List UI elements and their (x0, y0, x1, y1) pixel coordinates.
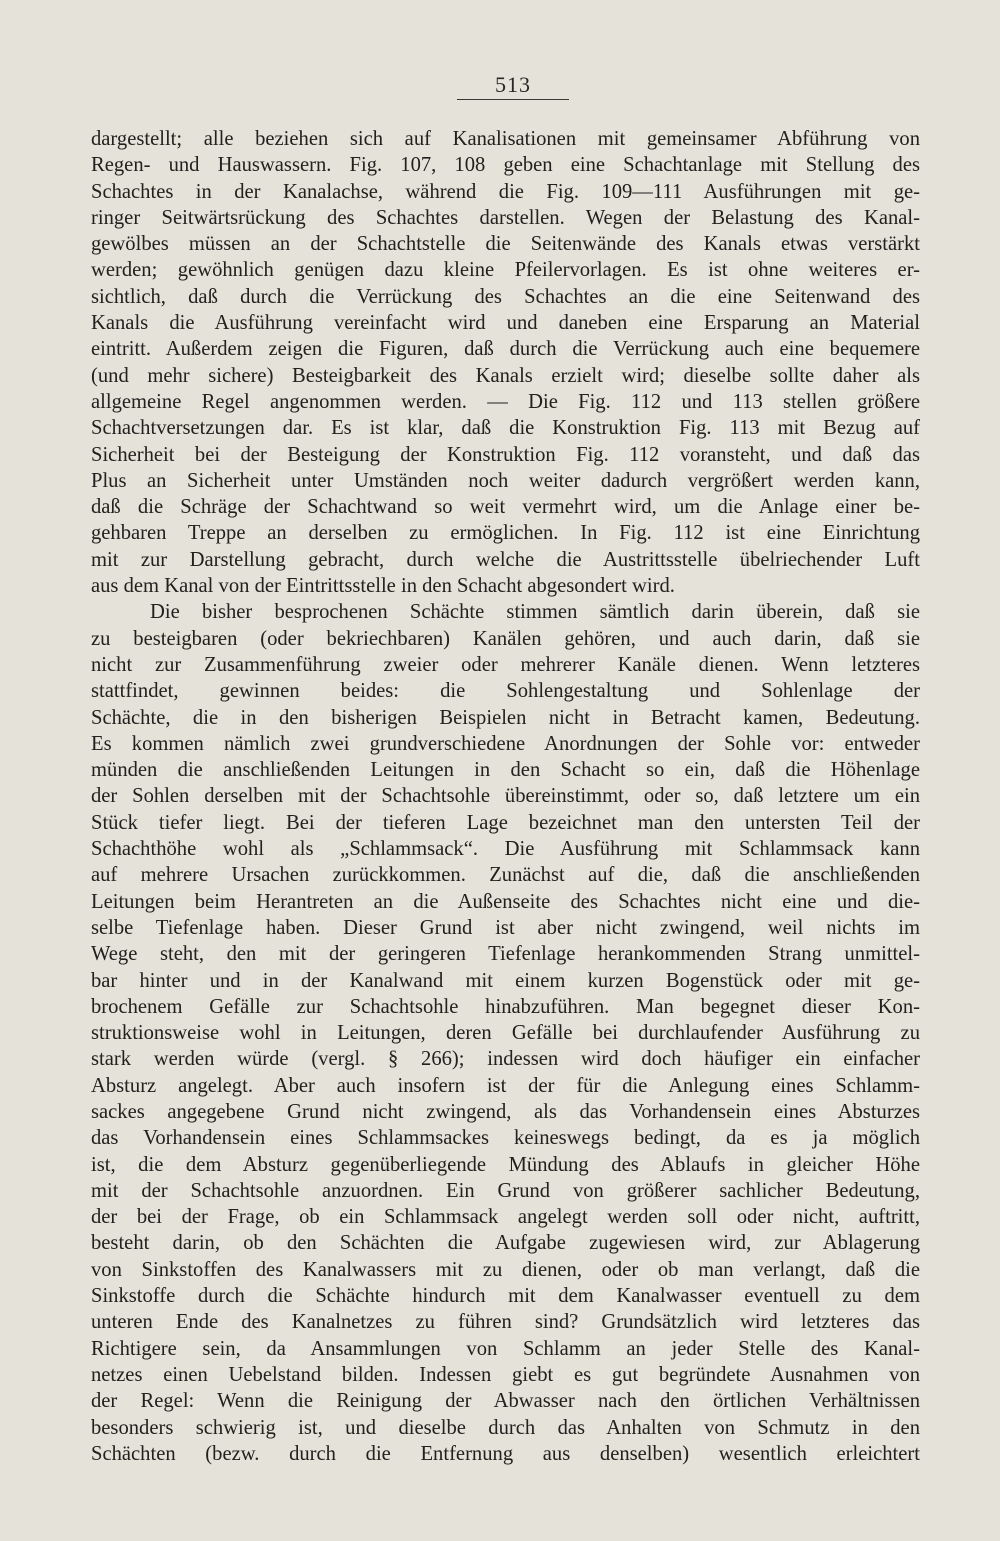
text-line: Schachthöhe wohl als „Schlammsack“. Die Ausführung mit Schlammsack kann (91, 838, 920, 861)
text-line: Schächte, die in den bisherigen Beispielen nicht in Betracht kamen, Bedeutung. (91, 706, 920, 729)
text-line: Richtigere sein, da Ansammlungen von Schlamm an jeder Stelle des Kanal- (91, 1337, 920, 1360)
text-line: sichtlich, daß durch die Verrückung des Schachtes an die eine Seitenwand des (91, 285, 920, 308)
text-line: Schachtes in der Kanalachse, während die Fig. 109—111 Ausführungen mit ge- (91, 180, 920, 203)
text-line: Es kommen nämlich zwei grundverschiedene Anordnungen der Sohle vor: entweder (91, 732, 920, 755)
text-line: Stück tiefer liegt. Bei der tieferen Lage bezeichnet man den untersten Teil der (91, 811, 920, 834)
text-line: zu besteigbaren (oder bekriechbaren) Kanälen gehören, und auch darin, daß sie (91, 627, 920, 650)
text-line: der Regel: Wenn die Reinigung der Abwasser nach den örtlichen Verhältnissen (91, 1390, 920, 1413)
text-line: Wege steht, den mit der geringeren Tiefenlage herankommenden Strang unmittel- (91, 943, 920, 966)
text-line: ist, die dem Absturz gegenüberliegende Mündung des Ablaufs in gleicher Höhe (91, 1153, 920, 1176)
text-line: stark werden würde (vergl. § 266); indessen wird doch häufiger ein einfacher (91, 1048, 920, 1071)
text-line: eintritt. Außerdem zeigen die Figuren, daß durch die Verrückung auch eine bequemere (91, 338, 920, 361)
text-line: Absturz angelegt. Aber auch insofern ist der für die Anlegung eines Schlamm- (91, 1074, 920, 1097)
text-line: Regen- und Hauswassern. Fig. 107, 108 geben eine Schachtanlage mit Stellung des (91, 154, 920, 177)
text-line: sackes angegebene Grund nicht zwingend, als das Vorhandensein eines Absturzes (91, 1100, 920, 1123)
text-line: allgemeine Regel angenommen werden. — Die Fig. 112 und 113 stellen größere (91, 390, 920, 413)
text-line: stattfindet, gewinnen beides: die Sohlengestaltung und Sohlenlage der (91, 680, 920, 703)
text-line: brochenem Gefälle zur Schachtsohle hinabzuführen. Man begegnet dieser Kon- (91, 995, 920, 1018)
text-line: dargestellt; alle beziehen sich auf Kanalisationen mit gemeinsamer Abführung von (91, 128, 920, 150)
text-line: der bei der Frage, ob ein Schlammsack angelegt werden soll oder nicht, auftritt, (91, 1206, 920, 1229)
text-line: mit zur Darstellung gebracht, durch welche die Austrittsstelle übelriechender Luft (91, 548, 920, 571)
body-text (91, 126, 920, 1467)
text-line: von Sinkstoffen des Kanalwassers mit zu dienen, oder ob man verlangt, daß die (91, 1258, 920, 1281)
text-line: münden die anschließenden Leitungen in den Schacht so ein, daß die Höhenlage (91, 759, 920, 782)
text-line: gewölbes müssen an der Schachtstelle die Seitenwände des Kanals etwas verstärkt (91, 233, 920, 256)
text-line: Schächten (bezw. durch die Entfernung aus denselben) wesentlich erleichtert (91, 1442, 920, 1465)
text-line: besteht darin, ob den Schächten die Aufgabe zugewiesen wird, zur Ablagerung (91, 1232, 920, 1255)
text-line: das Vorhandensein eines Schlammsackes keineswegs bedingt, da es ja möglich (91, 1127, 920, 1150)
text-line: unteren Ende des Kanalnetzes zu führen sind? Grundsätzlich wird letzteres das (91, 1311, 920, 1334)
text-line: Kanals die Ausführung vereinfacht wird und daneben eine Ersparung an Material (91, 312, 920, 335)
text-line: struktionsweise wohl in Leitungen, deren Gefälle bei durchlaufender Ausführung zu (91, 1022, 920, 1045)
text-line: werden; gewöhnlich genügen dazu kleine Pfeilervorlagen. Es ist ohne weiteres er- (91, 259, 920, 282)
text-line: (und mehr sichere) Besteigbarkeit des Kanals erzielt wird; dieselbe sollte daher als (91, 364, 920, 387)
text-line: besonders schwierig ist, und dieselbe durch das Anhalten von Schmutz in den (91, 1416, 920, 1439)
page-number-rule (457, 99, 569, 100)
text-line: ringer Seitwärtsrückung des Schachtes darstellen. Wegen der Belastung des Kanal- (91, 206, 920, 229)
text-line: Plus an Sicherheit unter Umständen noch weiter dadurch vergrößert werden kann, (91, 469, 920, 492)
page-number: 513 (495, 72, 531, 97)
paragraph-first-line: Die bisher besprochenen Schächte stimmen sämtlich darin überein, daß sie (150, 601, 920, 624)
text-line: Leitungen beim Herantreten an die Außenseite des Schachtes nicht eine und die- (91, 890, 920, 913)
text-line: auf mehrere Ursachen zurückkommen. Zunächst auf die, daß die anschließenden (91, 864, 920, 887)
text-line: bar hinter und in der Kanalwand mit einem kurzen Bogenstück oder mit ge- (91, 969, 920, 992)
text-line: gehbaren Treppe an derselben zu ermöglichen. In Fig. 112 ist eine Einrichtung (91, 522, 920, 545)
text-line: der Sohlen derselben mit der Schachtsohle übereinstimmt, oder so, daß letztere um ein (91, 785, 920, 808)
text-line: daß die Schräge der Schachtwand so weit vermehrt wird, um die Anlage einer be- (91, 496, 920, 519)
text-line: mit der Schachtsohle anzuordnen. Ein Grund von größerer sachlicher Bedeutung, (91, 1179, 920, 1202)
text-line: netzes einen Uebelstand bilden. Indessen giebt es gut begründete Ausnahmen von (91, 1363, 920, 1386)
text-line: Schachtversetzungen dar. Es ist klar, daß die Konstruktion Fig. 113 mit Bezug auf (91, 417, 920, 440)
text-line: nicht zur Zusammenführung zweier oder mehrerer Kanäle dienen. Wenn letzteres (91, 653, 920, 676)
text-line: Sinkstoffe durch die Schächte hindurch mit dem Kanalwasser eventuell zu dem (91, 1285, 920, 1308)
text-line: Sicherheit bei der Besteigung der Konstruktion Fig. 112 voransteht, und daß das (91, 443, 920, 466)
text-line: selbe Tiefenlage haben. Dieser Grund ist aber nicht zwingend, weil nichts im (91, 916, 920, 939)
text-line: aus dem Kanal von der Eintrittsstelle in den Schacht abgesondert wird. (91, 575, 675, 598)
